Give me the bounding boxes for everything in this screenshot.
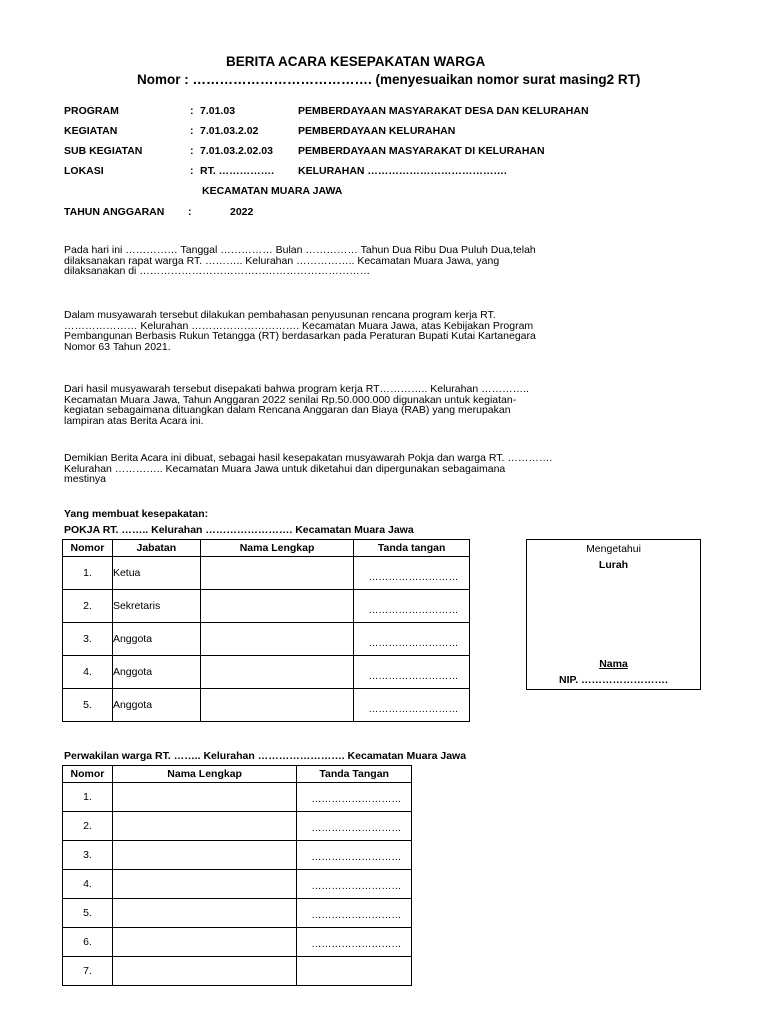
- paragraph-line: Pada hari ini …………… Tanggal …………… Bulan …………… Tahun Dua Ribu Dua Puluh Dua,telah: [64, 244, 536, 256]
- kecamatan-line: KECAMATAN MUARA JAWA: [202, 185, 343, 197]
- column-header: Tanda Tangan: [297, 766, 412, 783]
- paragraph-opening: [64, 245, 536, 277]
- table-header-row: [63, 540, 470, 557]
- jabatan-cell: Anggota: [112, 623, 200, 656]
- signature-line: ………………………: [311, 852, 402, 863]
- signature-cell: [297, 841, 412, 870]
- nama-cell: [200, 557, 354, 590]
- info-code: 7.01.03.2.02: [200, 125, 259, 137]
- info-code: 7.01.03.2.02.03: [200, 145, 273, 157]
- signature-cell: [297, 928, 412, 957]
- paragraph-line: kegiatan sebagaimana dituangkan dalam Rencana Anggaran dan Biaya (RAB) yang merupakan: [64, 404, 511, 416]
- signature-line: ………………………: [311, 910, 402, 921]
- table-row: [63, 870, 412, 899]
- info-description: PEMBERDAYAAN KELURAHAN: [298, 125, 456, 137]
- signature-line: ………………………: [368, 704, 459, 715]
- signature-cell: [297, 899, 412, 928]
- nama-cell: [112, 812, 296, 841]
- column-header: Nama Lengkap: [200, 540, 354, 557]
- paragraph-line: ………………… Kelurahan …………………………. Kecamatan Muara Jawa, atas Kebijakan Program: [64, 319, 534, 332]
- lurah-nip: NIP. …………………….: [559, 674, 668, 686]
- table-row: [63, 656, 470, 689]
- table-row: [63, 590, 470, 623]
- jabatan-cell: Anggota: [112, 689, 200, 722]
- signature-cell: [354, 590, 470, 623]
- column-header: Tanda tangan: [354, 540, 470, 557]
- lurah-name: Nama: [599, 658, 628, 670]
- table-row: [63, 812, 412, 841]
- paragraph-line: Demikian Berita Acara ini dibuat, sebagai hasil kesepakatan musyawarah Pokja dan warga RT. ………….: [64, 452, 553, 464]
- paragraph-demikian: [64, 453, 552, 485]
- nama-cell: [112, 899, 296, 928]
- paragraph-line: lampiran atas Berita Acara ini.: [64, 414, 204, 427]
- paragraph-line: Kelurahan ………….. Kecamatan Muara Jawa untuk diketahui dan dipergunakan sebagaimana: [64, 462, 506, 475]
- nama-cell: [200, 623, 354, 656]
- column-header: Nomor: [63, 766, 113, 783]
- table-row: [63, 928, 412, 957]
- paragraph-line: dilaksanakan di …………………………………………………………: [64, 265, 371, 277]
- column-header: Nama Lengkap: [112, 766, 296, 783]
- mengetahui-label: Mengetahui: [586, 543, 641, 555]
- nama-cell: [200, 656, 354, 689]
- info-label: SUB KEGIATAN: [64, 145, 143, 157]
- info-separator: :: [190, 145, 194, 157]
- nama-cell: [200, 590, 354, 623]
- info-label: LOKASI: [64, 165, 104, 177]
- info-description: KELURAHAN ………………………………….: [298, 165, 507, 177]
- paragraph-line: Dalam musyawarah tersebut dilakukan pembahasan penyusunan rencana program kerja RT.: [64, 309, 496, 321]
- table-row: [63, 899, 412, 928]
- perwakilan-table: [62, 765, 412, 986]
- info-label: PROGRAM: [64, 105, 119, 117]
- nama-cell: [112, 928, 296, 957]
- row-number: 1.: [63, 783, 113, 812]
- nama-cell: [112, 957, 296, 986]
- paragraph-musyawarah: [64, 310, 536, 352]
- signature-line: ………………………: [311, 939, 402, 950]
- jabatan-cell: Anggota: [112, 656, 200, 689]
- table-row: [63, 841, 412, 870]
- row-number: 2.: [63, 590, 113, 623]
- agreement-label: Yang membuat kesepakatan:: [64, 508, 209, 520]
- jabatan-cell: Ketua: [112, 557, 200, 590]
- paragraph-line: Kecamatan Muara Jawa, Tahun Anggaran 2022 senilai Rp.50.000.000 digunakan untuk kegiatan-: [64, 393, 517, 406]
- signature-cell: [354, 656, 470, 689]
- signature-line: ………………………: [311, 823, 402, 834]
- row-number: 4.: [63, 656, 113, 689]
- signature-cell: [297, 812, 412, 841]
- table-row: [63, 957, 412, 986]
- info-separator: :: [190, 125, 194, 137]
- table-header-row: [63, 766, 412, 783]
- row-number: 2.: [63, 812, 113, 841]
- tahun-anggaran-label: TAHUN ANGGARAN: [64, 206, 165, 218]
- row-number: 6.: [63, 928, 113, 957]
- paragraph-line: dilaksanakan rapat warga RT. ……….. Kelurahan …………….. Kecamatan Muara Jawa, yang: [64, 254, 500, 267]
- nomor-line: Nomor : …………………………………. (menyesuaikan nomor surat masing2 RT): [137, 72, 641, 87]
- row-number: 5.: [63, 689, 113, 722]
- jabatan-cell: Sekretaris: [112, 590, 200, 623]
- column-header: Jabatan: [112, 540, 200, 557]
- signature-cell: [297, 870, 412, 899]
- row-number: 7.: [63, 957, 113, 986]
- tahun-anggaran-sep: :: [188, 206, 192, 218]
- mengetahui-box: [526, 539, 701, 690]
- info-code: 7.01.03: [200, 105, 236, 117]
- lurah-label: Lurah: [598, 559, 629, 571]
- paragraph-line: Dari hasil musyawarah tersebut disepakati bahwa program kerja RT………….. Kelurahan …………..: [64, 383, 529, 395]
- signature-cell: [297, 783, 412, 812]
- signature-cell: [297, 957, 412, 986]
- row-number: 5.: [63, 899, 113, 928]
- row-number: 3.: [63, 841, 113, 870]
- paragraph-line: Pembangunan Berbasis Rukun Tetangga (RT) berdasarkan pada Peraturan Bupati Kutai Kartanegara: [64, 330, 536, 342]
- perwakilan-heading: Perwakilan warga RT. …….. Kelurahan ……………………. Kecamatan Muara Jawa: [64, 750, 467, 762]
- nama-cell: [112, 870, 296, 899]
- signature-cell: [354, 623, 470, 656]
- paragraph-line: Nomor 63 Tahun 2021.: [64, 340, 171, 353]
- nama-cell: [112, 783, 296, 812]
- row-number: 1.: [63, 557, 113, 590]
- document-title: BERITA ACARA KESEPAKATAN WARGA: [226, 54, 486, 69]
- table-row: [63, 623, 470, 656]
- signature-line: ………………………: [368, 605, 459, 616]
- row-number: 3.: [63, 623, 113, 656]
- signature-line: ………………………: [368, 671, 459, 682]
- nama-cell: [200, 689, 354, 722]
- table-row: [63, 557, 470, 590]
- pokja-table: [62, 539, 470, 722]
- signature-line: ………………………: [368, 638, 459, 649]
- paragraph-line: mestinya: [64, 473, 107, 485]
- info-code: RT. …………….: [200, 165, 275, 177]
- table-row: [63, 783, 412, 812]
- info-description: PEMBERDAYAAN MASYARAKAT DESA DAN KELURAHAN: [298, 105, 589, 117]
- table-row: [63, 689, 470, 722]
- row-number: 4.: [63, 870, 113, 899]
- signature-cell: [354, 557, 470, 590]
- signature-cell: [354, 689, 470, 722]
- info-separator: :: [190, 105, 194, 117]
- info-label: KEGIATAN: [64, 125, 118, 137]
- paragraph-hasil: [64, 384, 529, 426]
- pokja-heading: POKJA RT. …….. Kelurahan ……………………. Kecamatan Muara Jawa: [64, 524, 414, 536]
- nama-cell: [112, 841, 296, 870]
- column-header: Nomor: [63, 540, 113, 557]
- info-description: PEMBERDAYAAN MASYARAKAT DI KELURAHAN: [298, 145, 545, 157]
- info-separator: :: [190, 165, 194, 177]
- signature-line: ………………………: [368, 572, 459, 583]
- signature-line: ………………………: [311, 794, 402, 805]
- signature-line: ………………………: [311, 881, 402, 892]
- tahun-anggaran-value: 2022: [230, 206, 254, 218]
